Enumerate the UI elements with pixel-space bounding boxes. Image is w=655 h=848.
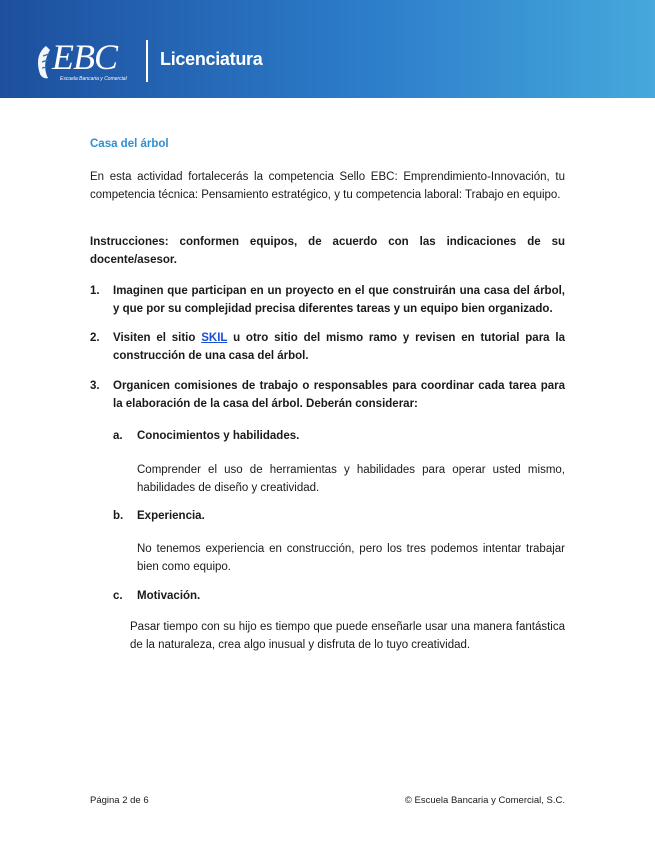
ebc-logo <box>34 38 134 84</box>
list-item-text: Imaginen que participan en un proyecto en el que construirán una casa del árbol, y que por su complejidad precisa diferentes tareas y un equipo bien organizado. <box>113 285 565 315</box>
subitem-title: Conocimientos y habilidades. <box>137 430 300 442</box>
list-item-text: Organicen comisiones de trabajo o responsables para coordinar cada tarea para la elaboración de la casa del árbol. Deberán considerar: <box>113 380 565 410</box>
header-divider <box>146 40 148 82</box>
logo-text: EBC <box>52 37 117 77</box>
list-item-text <box>113 329 565 365</box>
subitem-letter: b. <box>113 510 124 522</box>
subitem-body: Pasar tiempo con su hijo es tiempo que puede enseñarle usar una manera fantástica de la naturaleza, crea algo inusual y disfruta de lo tuyo creatividad. <box>130 621 565 651</box>
page-header <box>0 0 655 98</box>
subitem-title: Experiencia. <box>137 510 205 522</box>
page-number: Página 2 de 6 <box>90 795 149 806</box>
subitem-body: No tenemos experiencia en construcción, pero los tres podemos intentar trabajar bien como equipo. <box>137 543 565 573</box>
copyright: © Escuela Bancaria y Comercial, S.C. <box>404 795 565 806</box>
subitem-body: Comprender el uso de herramientas y habilidades para operar usted mismo, habilidades de diseño y creatividad. <box>137 464 565 494</box>
subitem-letter: c. <box>113 590 123 602</box>
subitem-letter: a. <box>113 430 123 442</box>
section-title: Casa del árbol <box>90 138 169 150</box>
list-item-number: 3. <box>90 380 100 392</box>
subitem-title: Motivación. <box>137 590 201 602</box>
list-item-text-before: Visiten el sitio <box>113 332 202 344</box>
logo-subtitle: Escuela Bancaria y Comercial <box>60 76 127 82</box>
skil-link[interactable]: SKIL <box>201 332 228 344</box>
intro-paragraph: En esta actividad fortalecerás la competencia Sello EBC: Emprendimiento-Innovación, tu competencia técnica: Pensamiento estratégico, y tu competencia laboral: Trabajo en equipo. <box>90 171 565 201</box>
list-item-text-after: u otro sitio del mismo ramo y revisen en tutorial para la construcción de una casa del árbol. <box>113 332 565 362</box>
list-item-number: 1. <box>90 285 100 297</box>
list-item-number: 2. <box>90 332 100 344</box>
header-title: Licenciatura <box>160 49 263 69</box>
instructions: Instrucciones: conformen equipos, de acuerdo con las indicaciones de su docente/asesor. <box>90 236 565 266</box>
